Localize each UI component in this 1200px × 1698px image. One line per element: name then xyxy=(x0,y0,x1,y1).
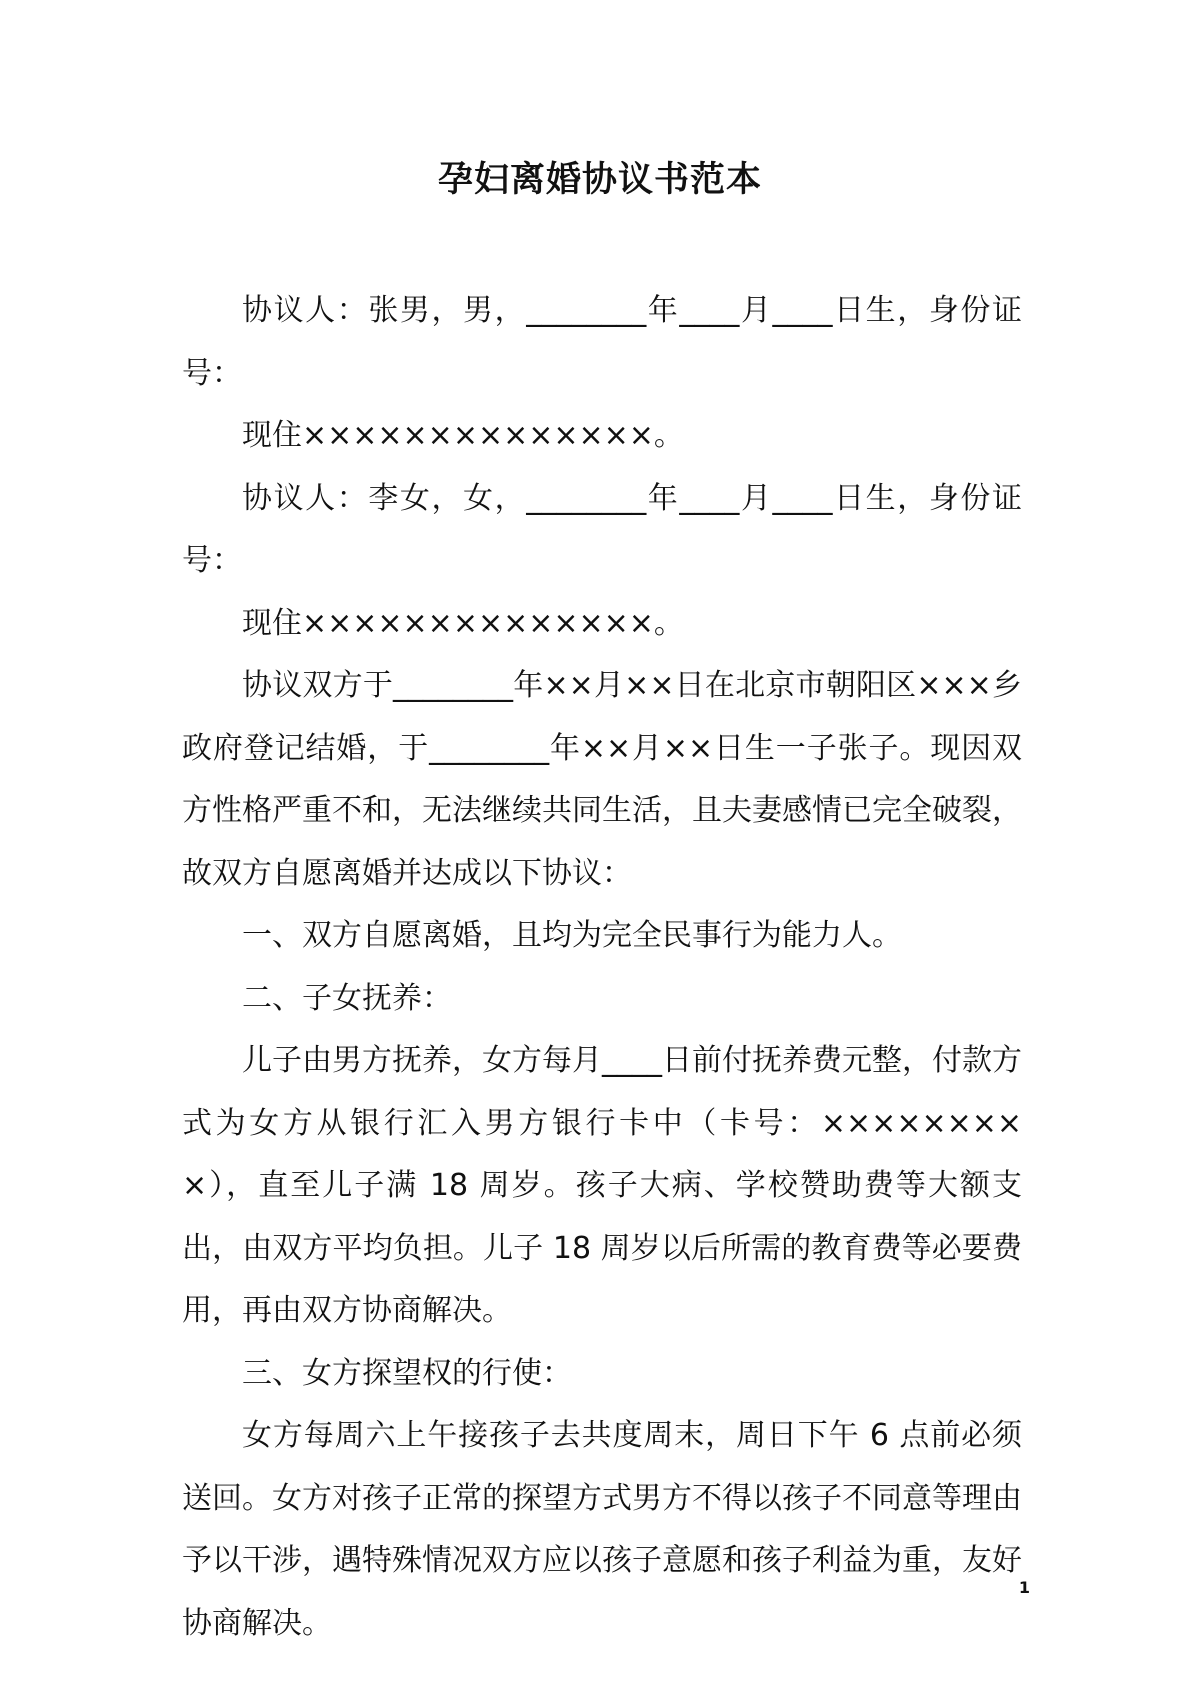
paragraph-party-1-address: 现住××××××××××××××。 xyxy=(242,418,684,453)
paragraph-clause-2-heading: 二、子女抚养： xyxy=(242,980,452,1016)
page-number: 1 xyxy=(1018,1578,1030,1597)
paragraph-clause-2-body: 儿子由男方抚养，女方每月____日前付抚养费元整，付款方式为女方从银行汇入男方银行卡中（卡号：×××××××××），直至儿子满 18 周岁。孩子大病、学校赞助费等大额支出，由双方平均负担。儿子 18 周岁以后所需的教育费等必要费用，再由双方协商解决。 xyxy=(182,1043,1022,1328)
document-title: 孕妇离婚协议书范本 xyxy=(437,160,762,200)
document-body xyxy=(182,280,1022,1655)
paragraph-party-1: 协议人：张男，男，________年____月____日生，身份证号： xyxy=(182,293,1022,391)
paragraph-clause-3-heading: 三、女方探望权的行使： xyxy=(242,1355,572,1391)
paragraph-clause-1: 一、双方自愿离婚，且均为完全民事行为能力人。 xyxy=(242,918,902,953)
paragraph-party-2-address: 现住××××××××××××××。 xyxy=(242,605,684,641)
paragraph-party-2: 协议人：李女，女，________年____月____日生，身份证号： xyxy=(182,480,1022,578)
paragraph-background: 协议双方于________年××月××日在北京市朝阳区×××乡政府登记结婚，于________年××月××日生一子张子。现因双方性格严重不和，无法继续共同生活，且夫妻感情已完全破裂，故双方自愿离婚并达成以下协议： xyxy=(182,668,1022,891)
paragraph-clause-3-body: 女方每周六上午接孩子去共度周末，周日下午 6 点前必须送回。女方对孩子正常的探望方式男方不得以孩子不同意等理由予以干涉，遇特殊情况双方应以孩子意愿和孩子利益为重，友好协商解决。 xyxy=(182,1418,1022,1641)
